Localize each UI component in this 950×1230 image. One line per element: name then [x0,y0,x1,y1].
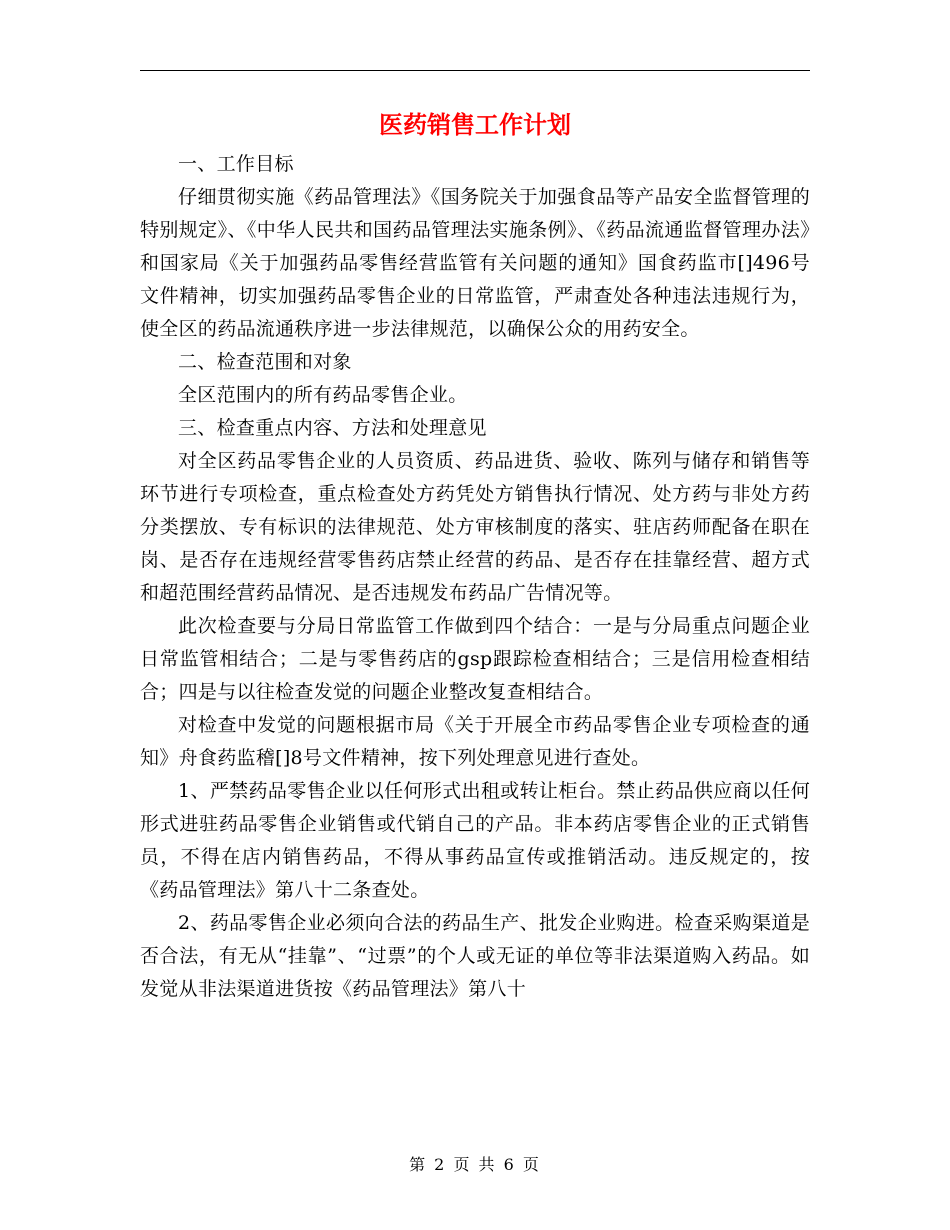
paragraph-scope: 全区范围内的所有药品零售企业。 [178,384,468,406]
document-title: 医药销售工作计划 [379,110,571,139]
section-heading-inspection: 三、检查重点内容、方法和处理意见 [178,417,487,439]
paragraph-goals: 仔细贯彻实施《药品管理法》《国务院关于加强食品等产品安全监督管理的特别规定》、《中华人民共和国药品管理法实施条例》、《药品流通监督管理办法》和国家局《关于加强药品零售经营监管有关问题的通知》国食药监市[]496号文件精神，切实加强药品零售企业的日常监管，严肃查处各种违法违规行为，使全区的药品流通秩序进一步法律规范，以确保公众的用药安全。 [140,186,810,340]
header-rule [140,70,810,71]
page-number: 第 2 页 共 6 页 [409,1155,541,1174]
paragraph-four-combinations: 此次检查要与分局日常监管工作做到四个结合：一是与分局重点问题企业日常监管相结合；二是与零售药店的gsp跟踪检查相结合；三是信用检查相结合；四是与以往检查发觉的问题企业整改复查相结合。 [140,615,810,703]
document-body [140,148,810,1006]
paragraph-inspection-content: 对全区药品零售企业的人员资质、药品进货、验收、陈列与储存和销售等环节进行专项检查，重点检查处方药凭处方销售执行情况、处方药与非处方药分类摆放、专有标识的法律规范、处方审核制度的落实、驻店药师配备在职在岗、是否存在违规经营零售药店禁止经营的药品、是否存在挂靠经营、超方式和超范围经营药品情况、是否违规发布药品广告情况等。 [140,450,810,604]
section-heading-goals: 一、工作目标 [178,153,294,175]
section-heading-scope: 二、检查范围和对象 [178,351,352,373]
paragraph-item-1: 1、严禁药品零售企业以任何形式出租或转让柜台。禁止药品供应商以任何形式进驻药品零售企业销售或代销自己的产品。非本药店零售企业的正式销售员，不得在店内销售药品，不得从事药品宣传或推销活动。违反规定的，按《药品管理法》第八十二条查处。 [140,780,810,901]
paragraph-item-2: 2、药品零售企业必须向合法的药品生产、批发企业购进。检查采购渠道是否合法，有无从“挂靠”、“过票”的个人或无证的单位等非法渠道购入药品。如发觉从非法渠道进货按《药品管理法》第八十 [140,912,810,1000]
paragraph-handling-basis: 对检查中发觉的问题根据市局《关于开展全市药品零售企业专项检查的通知》舟食药监稽[]8号文件精神，按下列处理意见进行查处。 [140,714,810,769]
